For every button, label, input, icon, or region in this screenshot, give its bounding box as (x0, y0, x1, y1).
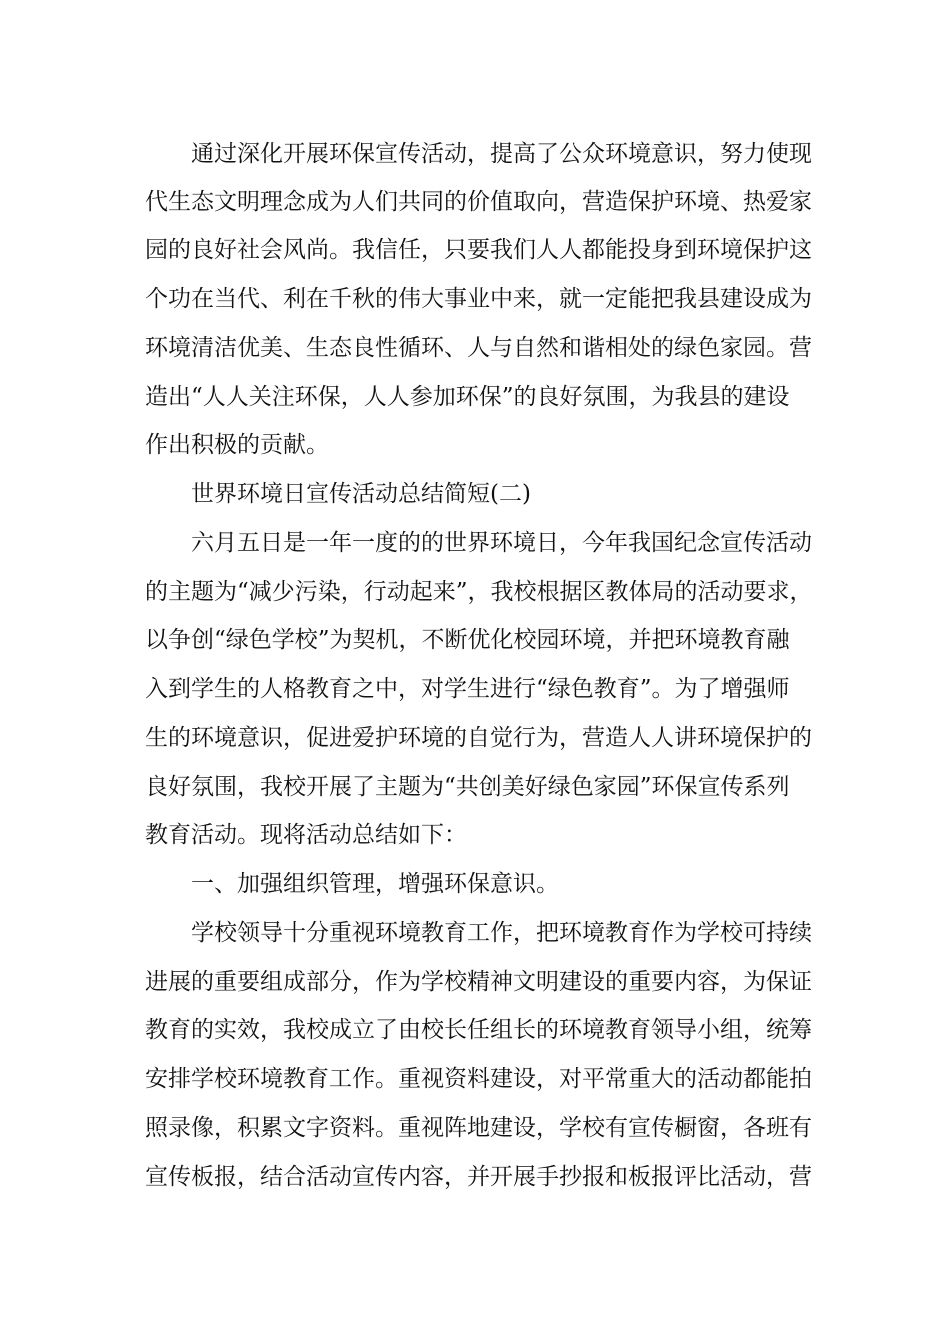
text-line: 造出“人人关注环保，人人参加环保”的良好氛围，为我县的建设 (145, 384, 790, 410)
text-line: 的主题为“减少污染，行动起来”，我校根据区教体局的活动要求， (145, 579, 813, 605)
text-line: 照录像，积累文字资料。重视阵地建设，学校有宣传橱窗，各班有 (145, 1115, 812, 1141)
text-line: 通过深化开展环保宣传活动，提高了公众环境意识，努力使现 (191, 141, 812, 167)
text-line: 代生态文明理念成为人们共同的价值取向，营造保护环境、热爱家 (145, 189, 812, 215)
text-line: 良好氛围，我校开展了主题为“共创美好绿色家园”环保宣传系列 (145, 774, 790, 800)
text-line: 安排学校环境教育工作。重视资料建设，对平常重大的活动都能拍 (145, 1066, 812, 1092)
text-line: 教育活动。现将活动总结如下： (145, 822, 467, 848)
section-heading: 世界环境日宣传活动总结简短(二) (191, 481, 531, 507)
text-line: 入到学生的人格教育之中，对学生进行“绿色教育”。为了增强师 (145, 676, 790, 702)
text-line: 园的良好社会风尚。我信任，只要我们人人都能投身到环境保护这 (145, 237, 812, 263)
subsection-heading: 一、加强组织管理，增强环保意识。 (191, 871, 559, 897)
text-line: 六月五日是一年一度的的世界环境日，今年我国纪念宣传活动 (191, 530, 812, 556)
text-line: 环境清洁优美、生态良性循环、人与自然和谐相处的绿色家园。营 (145, 335, 812, 361)
text-line: 进展的重要组成部分，作为学校精神文明建设的重要内容，为保证 (145, 969, 812, 995)
text-line: 教育的实效，我校成立了由校长任组长的环境教育领导小组，统筹 (145, 1017, 812, 1043)
text-line: 学校领导十分重视环境教育工作，把环境教育作为学校可持续 (191, 920, 812, 946)
text-line: 个功在当代、利在千秋的伟大事业中来，就一定能把我县建设成为 (145, 286, 812, 312)
text-line: 宣传板报，结合活动宣传内容，并开展手抄报和板报评比活动，营 (145, 1164, 812, 1190)
text-line: 生的环境意识，促进爱护环境的自觉行为，营造人人讲环境保护的 (145, 725, 812, 751)
text-line: 作出积极的贡献。 (145, 432, 329, 458)
text-line: 以争创“绿色学校”为契机，不断优化校园环境，并把环境教育融 (145, 627, 790, 653)
